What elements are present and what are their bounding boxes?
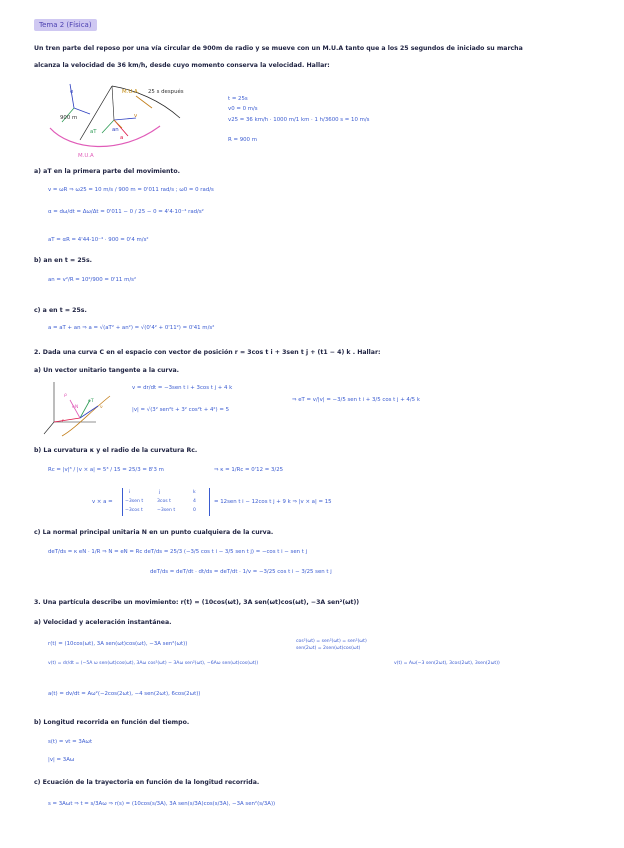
side-note-3: v(t) = Aω(−3 sen(2ωt), 3cos(2ωt), 3sen(2ωt))	[394, 661, 500, 666]
fig-label-an: an	[112, 127, 119, 133]
fig2-label-et: eT	[88, 399, 94, 404]
problem-2b-title: b) La curvatura κ y el radio de la curvatura Rc.	[34, 447, 198, 454]
problem-3-statement: 3. Una partícula describe un movimiento: r(t) = (10cos(ωt), 3A sen(ωt)cos(ωt), −3A sen²(ωt))	[34, 599, 360, 606]
problem-2b-line-2: ⇒ κ = 1/Rc = 0'12 = 3/25	[214, 467, 284, 473]
given-v25: v25 = 36 km/h · 1000 m/1 km · 1 h/3600 s = 10 m/s	[228, 117, 370, 123]
problem-3a-line-1: r(t) = (10cos(ωt), 3A sen(ωt)cos(ωt), −3A sen²(ωt))	[48, 641, 188, 647]
cross-product-result: = 12sen t i − 12cos t j + 9 k ⇒ |v × a| = 15	[214, 499, 332, 505]
fig-label-mua-bottom: M.U.A	[78, 153, 94, 159]
fig2-label-r: r	[62, 419, 64, 424]
problem-3b-title: b) Longitud recorrida en función del tiempo.	[34, 719, 190, 726]
topic-tag: Tema 2 (Física)	[34, 19, 97, 31]
given-v0: v0 = 0 m/s	[228, 106, 258, 112]
fig-label-radius: 900 m	[60, 115, 78, 121]
fig2-label-nu: ν	[100, 405, 103, 410]
det-r1c2: j	[159, 490, 161, 495]
problem-2c-line-2: deT/ds = deT/dt · dt/ds = deT/dt · 1/v = −3/25 cos t i − 3/25 sen t j	[150, 569, 332, 575]
determinant	[122, 488, 210, 516]
det-r1c3: k	[193, 490, 196, 495]
problem-2a-title: a) Un vector unitario tangente a la curva.	[34, 367, 180, 374]
problem-3b-line-1: s(t) = vt = 3Aωt	[48, 739, 93, 745]
space-curve-diagram	[40, 378, 120, 438]
det-r1c1: i	[129, 490, 131, 495]
problem-3b-line-2: |v| = 3Aω	[48, 757, 75, 763]
problem-2c-title: c) La normal principal unitaria N en un punto cualquiera de la curva.	[34, 529, 274, 536]
problem-1-statement-line-1: Un tren parte del reposo por una vía circular de 900m de radio y se mueve con un M.U.A tanto que a los 25 segundos de iniciado su marcha	[34, 45, 523, 52]
det-r2c3: 4	[193, 499, 196, 504]
problem-1b-line-1: an = v²/R = 10²/900 = 0'11 m/s²	[48, 277, 137, 283]
fig-label-e: e	[70, 89, 74, 95]
given-radius: R = 900 m	[228, 137, 257, 143]
problem-3a-line-3: a(t) = dv/dt = Aω²(−2cos(2ωt), −4 sen(2ωt), 6cos(2ωt))	[48, 691, 201, 697]
given-time: t = 25s	[228, 96, 248, 102]
side-note-2: sen(2ωt) = 2sen(ωt)cos(ωt)	[296, 646, 361, 651]
fig2-label-en: eN	[72, 405, 79, 410]
det-r2c1: −3sen t	[125, 499, 144, 504]
problem-3a-line-2: v(t) = dr/dt = (−5A ω sen(ωt)cos(ωt), 3Aω cos²(ωt) − 3Aω sen²(ωt), −6Aω sen(ωt)cos(ωt))	[48, 661, 259, 666]
cross-product-label: v × a =	[92, 499, 113, 505]
problem-3c-line-1: s = 3Aωt ⇒ t = s/3Aω ⇒ r(s) = (10cos(s/3A), 3A sen(s/3A)cos(s/3A), −3A sen²(s/3A))	[48, 801, 276, 807]
fig-label-25s: 25 s después	[148, 89, 184, 95]
det-r2c2: 3cos t	[157, 499, 171, 504]
problem-1a-line-1: v = ωR ⇒ ω25 = 10 m/s / 900 m = 0'011 rad/s ; ω0 = 0 rad/s	[48, 187, 214, 193]
fig2-label-rho: ρ	[64, 393, 67, 398]
problem-1a-line-3: aT = αR = 4'44·10⁻⁴ · 900 = 0'4 m/s²	[48, 237, 149, 243]
problem-1-statement-line-2: alcanza la velocidad de 36 km/h, desde cuyo momento conserva la velocidad. Hallar:	[34, 62, 330, 69]
det-r3c1: −3cos t	[125, 508, 143, 513]
problem-1c-title: c) a en t = 25s.	[34, 307, 87, 314]
problem-2-statement: 2. Dada una curva C en el espacio con vector de posición r = 3cos t i + 3sen t j + (t1 − 4) k . Hallar:	[34, 349, 381, 356]
fig-label-nu: ν	[134, 113, 138, 119]
problem-2a-line-1: v = dr/dt = −3sen t i + 3cos t j + 4 k	[132, 385, 233, 391]
problem-2a-line-3: ⇒ eT = v/|v| = −3/5 sen t i + 3/5 cos t j + 4/5 k	[292, 397, 420, 403]
side-note-1: cos²(ωt) = sen²(ωt) = sen²(ωt)	[296, 639, 367, 644]
fig-label-mua-top: M.U.A.	[122, 89, 140, 95]
problem-2b-line-1: Rc = |v|³ / |v × a| = 5³ / 15 = 25/3 = 8'3 m	[48, 467, 164, 473]
fig-label-at: aT	[90, 129, 97, 135]
problem-3c-title: c) Ecuación de la trayectoria en función de la longitud recorrida.	[34, 779, 260, 786]
problem-1a-title: a) aT en la primera parte del movimiento.	[34, 168, 180, 175]
problem-3a-title: a) Velocidad y aceleración instantánea.	[34, 619, 172, 626]
problem-1a-line-2: α = dω/dt = Δω/Δt = 0'011 − 0 / 25 − 0 = 4'4·10⁻⁴ rad/s²	[48, 209, 204, 215]
det-r3c2: −3sen t	[157, 508, 176, 513]
problem-2c-line-1: deT/ds = κ eN · 1/R ⇒ N = eN = Rc deT/ds = 25/3 (−3/5 cos t i − 3/5 sen t j) = −cos t i − sen t j	[48, 549, 308, 555]
problem-2a-line-2: |v| = √(3² sen²t + 3² cos²t + 4²) = 5	[132, 407, 230, 413]
det-r3c3: 0	[193, 508, 196, 513]
problem-1b-title: b) an en t = 25s.	[34, 257, 92, 264]
fig-label-a: a	[120, 135, 124, 141]
problem-1c-line-1: a = aT + an ⇒ a = √(aT² + an²) = √(0'4² + 0'11²) = 0'41 m/s²	[48, 325, 215, 331]
